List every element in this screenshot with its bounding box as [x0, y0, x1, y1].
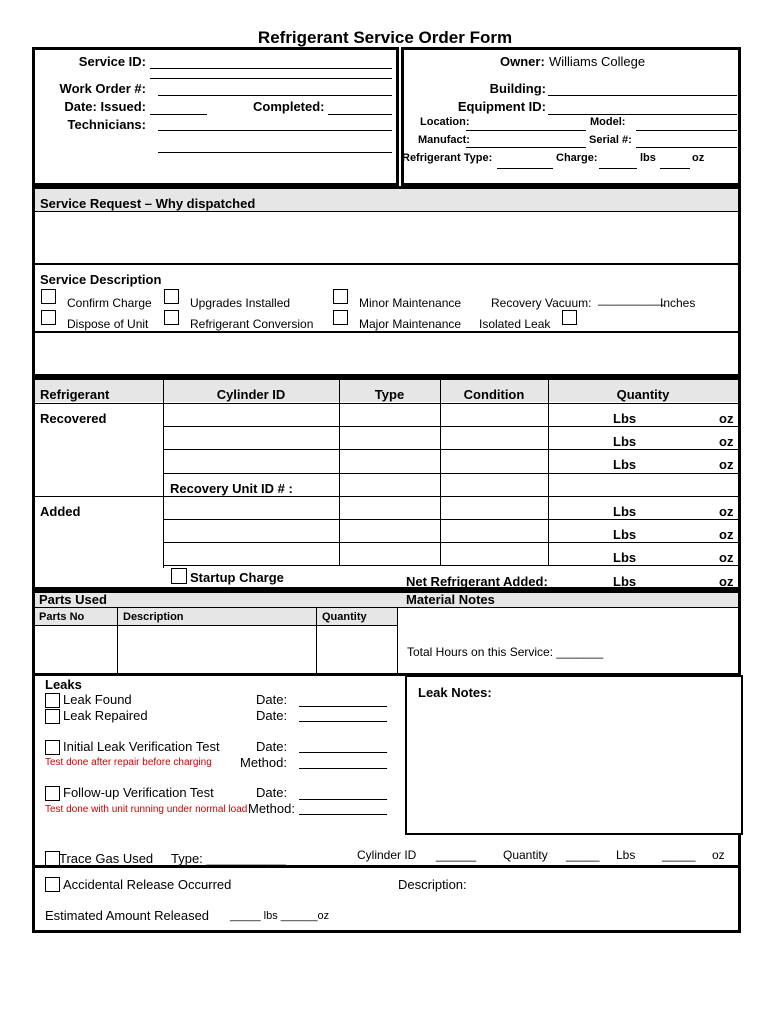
col-cylinder-id-header: Cylinder ID — [216, 387, 286, 402]
trace-cylinder-id-label: Cylinder ID — [357, 848, 417, 862]
building-label: Building: — [489, 81, 546, 96]
model-field[interactable] — [636, 130, 737, 131]
col-refrigerant-header: Refrigerant — [40, 387, 110, 402]
charge-oz-unit: oz — [692, 152, 705, 164]
recovery-unit-id-label: Recovery Unit ID # : — [170, 481, 293, 496]
service-request-title: Service Request – Why dispatched — [40, 196, 256, 211]
col-description: Description — [123, 611, 184, 623]
dispose-of-unit-label: Dispose of Unit — [67, 317, 149, 331]
isolated-leak-label: Isolated Leak — [479, 317, 551, 331]
col-type-header: Type — [374, 387, 405, 402]
page-title: Refrigerant Service Order Form — [257, 28, 513, 47]
serial-field[interactable] — [636, 147, 737, 148]
trace-lbs-label: Lbs — [616, 848, 636, 862]
leak-repaired-date-label: Date: — [256, 708, 288, 723]
estimated-amount-field[interactable]: _____ lbs ______oz — [230, 910, 330, 922]
parts-used-title: Parts Used — [39, 592, 107, 607]
parts-header-bg — [35, 593, 738, 607]
added-label: Added — [40, 504, 81, 519]
service-description-title: Service Description — [40, 272, 162, 287]
added-row-lbs: Lbs — [613, 527, 637, 542]
completed-label: Completed: — [253, 99, 325, 114]
net-lbs: Lbs — [613, 574, 637, 589]
refrigerant-conversion-label: Refrigerant Conversion — [190, 317, 314, 331]
recovery-vacuum-field[interactable]: __________ — [598, 292, 665, 306]
service-id-label: Service ID: — [78, 54, 146, 69]
divider — [397, 607, 398, 673]
followup-test-method-label: Method: — [248, 801, 295, 816]
leak-repaired-date-field[interactable] — [299, 721, 387, 722]
confirm-charge-checkbox[interactable] — [41, 289, 56, 304]
technicians-line-1[interactable] — [158, 95, 392, 96]
model-label: Model: — [590, 116, 626, 128]
leak-found-date-label: Date: — [256, 692, 288, 707]
charge-oz-field[interactable] — [660, 168, 690, 169]
manufact-field[interactable] — [466, 147, 586, 148]
initial-test-note: Test done after repair before charging — [45, 757, 212, 768]
net-oz: oz — [719, 574, 734, 589]
trace-cylinder-id-field[interactable]: ______ — [436, 848, 477, 862]
technicians-label: Technicians: — [67, 117, 146, 132]
major-maintenance-label: Major Maintenance — [359, 317, 462, 331]
recovery-vacuum-label: Recovery Vacuum: — [491, 296, 592, 310]
col-quantity: Quantity — [322, 611, 367, 623]
service-id-field[interactable] — [150, 68, 392, 69]
accidental-release-checkbox[interactable] — [45, 877, 60, 892]
accidental-release-label: Accidental Release Occurred — [63, 877, 232, 892]
owner-label: Owner: — [500, 54, 545, 69]
serial-label: Serial #: — [589, 134, 632, 146]
added-row-lbs: Lbs — [613, 504, 637, 519]
completed-field[interactable] — [328, 114, 392, 115]
trace-oz-label: oz — [712, 848, 725, 862]
recovered-label: Recovered — [40, 411, 107, 426]
charge-lbs-field[interactable] — [599, 168, 637, 169]
trace-quantity-field[interactable]: _____ — [566, 848, 600, 862]
initial-test-date-field[interactable] — [299, 752, 387, 753]
leak-notes-label: Leak Notes: — [418, 685, 492, 700]
startup-charge-label: Startup Charge — [190, 570, 284, 585]
work-order-label: Work Order #: — [59, 81, 146, 96]
refrigerant-type-label: Refrigerant Type: — [402, 152, 493, 164]
technicians-line-2[interactable] — [158, 130, 392, 131]
recovered-row-lbs: Lbs — [613, 411, 637, 426]
material-notes-title: Material Notes — [406, 592, 495, 607]
followup-test-note: Test done with unit running under normal load — [45, 804, 248, 815]
upgrades-installed-label: Upgrades Installed — [190, 296, 291, 310]
divider — [163, 473, 738, 474]
leak-found-date-field[interactable] — [299, 706, 387, 707]
refrigerant-conversion-checkbox[interactable] — [164, 310, 179, 325]
quantity-input[interactable] — [317, 626, 396, 672]
divider — [35, 496, 738, 497]
trace-gas-label: Trace Gas Used — [59, 851, 154, 866]
refrigerant-type-field[interactable] — [497, 168, 553, 169]
divider — [163, 449, 738, 450]
leak-repaired-label: Leak Repaired — [63, 708, 148, 723]
dispose-of-unit-checkbox[interactable] — [41, 310, 56, 325]
building-field[interactable] — [548, 95, 737, 96]
parts-no-input[interactable] — [36, 626, 116, 672]
initial-test-method-field[interactable] — [299, 768, 387, 769]
followup-test-label: Follow-up Verification Test — [63, 785, 214, 800]
trace-gas-type-field[interactable]: Type: ___________ — [171, 851, 286, 866]
service-description-input[interactable] — [35, 333, 738, 374]
startup-charge-checkbox[interactable] — [171, 568, 187, 584]
charge-lbs-unit: lbs — [640, 152, 656, 164]
date-issued-field[interactable] — [150, 114, 207, 115]
added-row-oz: oz — [719, 504, 734, 519]
initial-test-method-label: Method: — [240, 755, 287, 770]
description-input[interactable] — [118, 626, 315, 672]
recovered-row-lbs: Lbs — [613, 434, 637, 449]
followup-test-date-field[interactable] — [299, 799, 387, 800]
leak-repaired-checkbox[interactable] — [45, 709, 60, 724]
followup-test-checkbox[interactable] — [45, 786, 60, 801]
divider — [163, 380, 164, 568]
initial-test-checkbox[interactable] — [45, 740, 60, 755]
leak-found-checkbox[interactable] — [45, 693, 60, 708]
net-refrigerant-label: Net Refrigerant Added: — [406, 574, 548, 589]
owner-value: Williams College — [549, 54, 646, 69]
divider — [163, 542, 738, 543]
recovered-row-oz: oz — [719, 411, 734, 426]
equipment-id-field[interactable] — [548, 114, 737, 115]
isolated-leak-checkbox[interactable] — [562, 310, 577, 325]
upgrades-installed-checkbox[interactable] — [164, 289, 179, 304]
divider — [35, 403, 738, 404]
recovered-row-oz: oz — [719, 457, 734, 472]
followup-test-method-field[interactable] — [299, 814, 387, 815]
major-maintenance-checkbox[interactable] — [333, 310, 348, 325]
added-row-oz: oz — [719, 527, 734, 542]
followup-test-date-label: Date: — [256, 785, 288, 800]
confirm-charge-label: Confirm Charge — [67, 296, 152, 310]
recovered-row-oz: oz — [719, 434, 734, 449]
divider — [163, 426, 738, 427]
manufact-label: Manufact: — [418, 134, 470, 146]
total-hours-label[interactable]: Total Hours on this Service: _______ — [407, 645, 604, 659]
minor-maintenance-label: Minor Maintenance — [359, 296, 462, 310]
date-issued-label: Date: Issued: — [64, 99, 146, 114]
inches-label: Inches — [660, 296, 696, 310]
charge-label: Charge: — [556, 152, 598, 164]
trace-lbs-field[interactable]: _____ — [662, 848, 696, 862]
col-parts-no: Parts No — [39, 611, 85, 623]
trace-gas-checkbox[interactable] — [45, 851, 60, 866]
initial-test-date-label: Date: — [256, 739, 288, 754]
divider — [163, 519, 738, 520]
service-request-input[interactable] — [35, 212, 738, 262]
col-quantity-header: Quantity — [616, 387, 670, 402]
technicians-line-3[interactable] — [158, 152, 392, 153]
leaks-title: Leaks — [45, 677, 82, 692]
added-row-lbs: Lbs — [613, 550, 637, 565]
estimated-amount-label: Estimated Amount Released — [45, 908, 210, 923]
divider — [163, 565, 738, 566]
initial-test-label: Initial Leak Verification Test — [63, 739, 220, 754]
work-order-field[interactable] — [150, 78, 392, 79]
location-field[interactable] — [466, 130, 586, 131]
leak-found-label: Leak Found — [63, 692, 132, 707]
release-description-label: Description: — [398, 877, 467, 892]
recovered-row-lbs: Lbs — [613, 457, 637, 472]
minor-maintenance-checkbox[interactable] — [333, 289, 348, 304]
col-condition-header: Condition — [463, 387, 525, 402]
equipment-id-label: Equipment ID: — [457, 99, 546, 114]
divider — [35, 263, 738, 265]
added-row-oz: oz — [719, 550, 734, 565]
trace-quantity-label: Quantity — [503, 848, 548, 862]
location-label: Location: — [420, 116, 470, 128]
